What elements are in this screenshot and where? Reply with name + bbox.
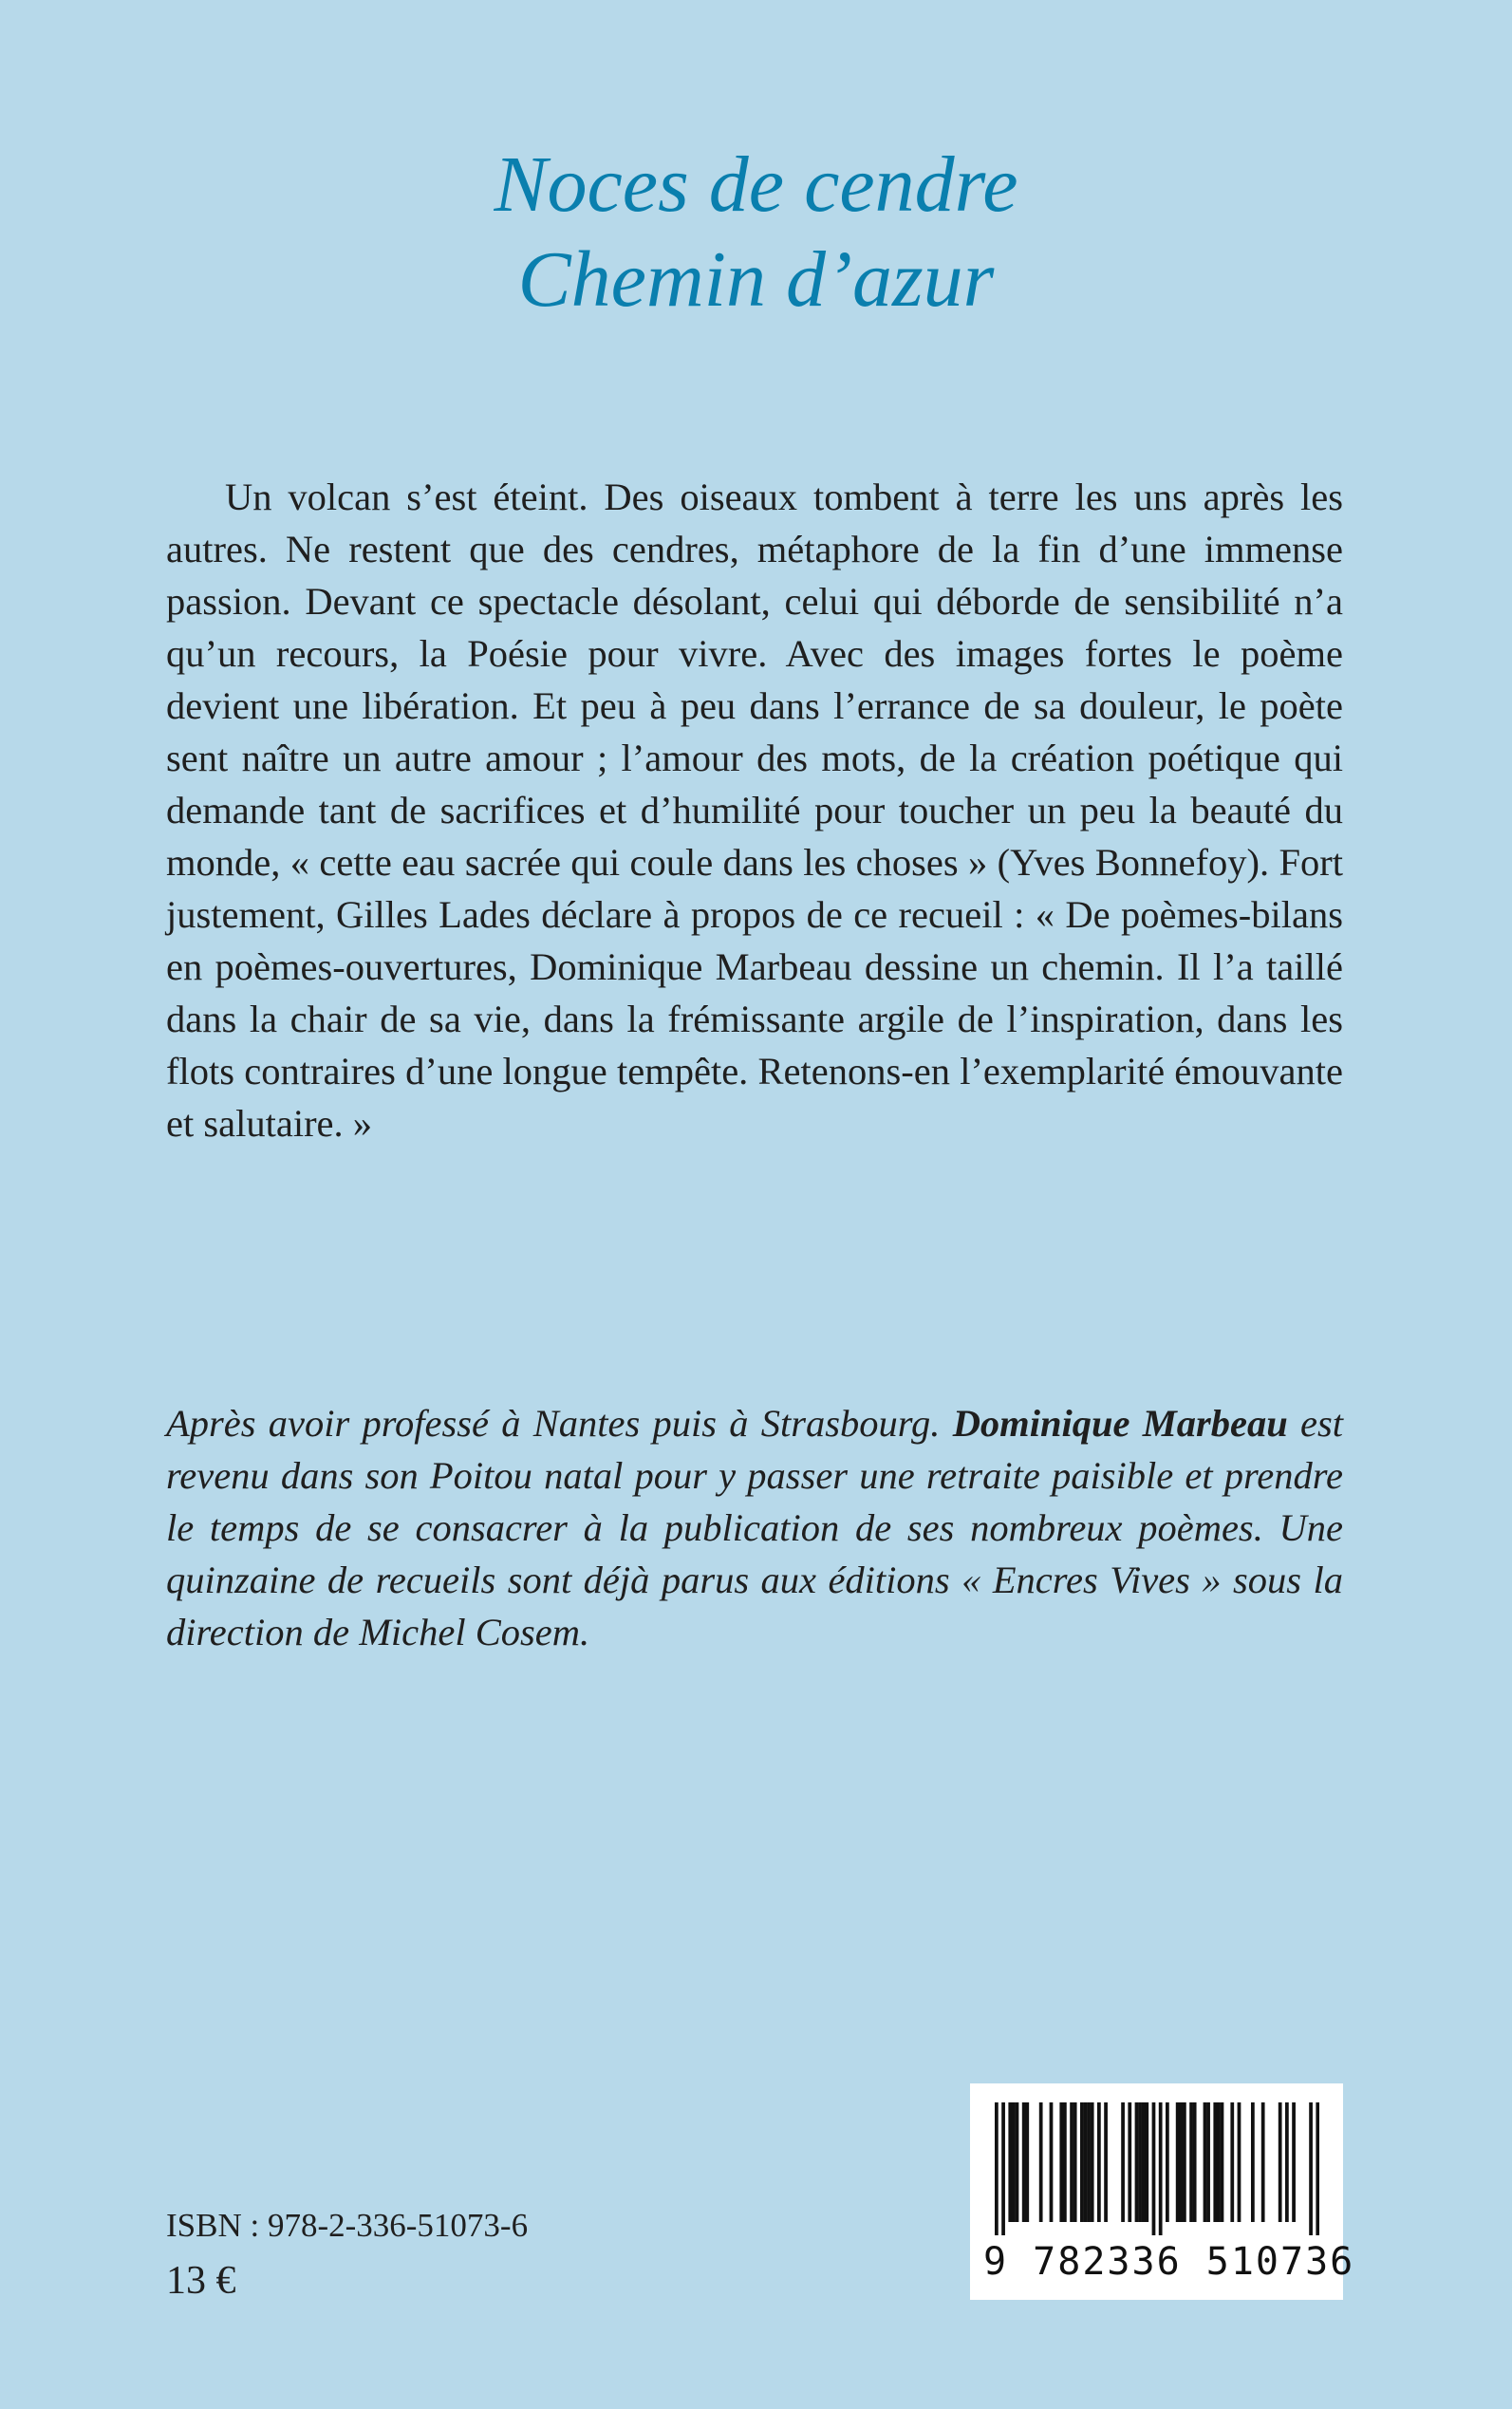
barcode-bar <box>1142 2102 1146 2222</box>
price: 13 € <box>166 2259 236 2303</box>
barcode-bar <box>1261 2102 1265 2222</box>
barcode-bars <box>995 2102 1319 2235</box>
barcode-bar <box>1135 2102 1139 2222</box>
author-bio <box>166 1397 1343 1658</box>
blurb-paragraph: Un volcan s’est éteint. Des oiseaux tombent à terre les uns après les autres. Ne restent que des cendres, métaphore de la fin d’une immense passion. Devant ce spectacle désolant, celui qui déborde de sensibilité n’a qu’un recours, la Poésie pour vivre. Avec des images fortes le poème devient une libération. Et peu à peu dans l’errance de sa douleur, le poète sent naître un autre amour ; l’amour des mots, de la création poétique qui demande tant de sacrifices et d’humilité pour toucher un peu la beauté du monde, « cette eau sacrée qui coule dans les choses » (Yves Bonnefoy). Fort justement, Gilles Lades déclare à propos de ce recueil : « De poèmes-bilans en poèmes-ouvertures, Dominique Marbeau dessine un chemin. Il l’a taillé dans la chair de sa vie, dans la frémissante argile de l’inspiration, dans les flots contraires d’une longue tempête. Retenons-en l’exemplarité émouvante et salutaire. » <box>166 476 1343 1145</box>
barcode-bar <box>1087 2102 1091 2222</box>
bio-intro: Après avoir professé à Nantes puis à Strasbourg. <box>166 1402 941 1445</box>
barcode-bar <box>1104 2102 1108 2222</box>
barcode-bar <box>1039 2102 1043 2222</box>
barcode-bar <box>1183 2102 1186 2222</box>
barcode-bar <box>1145 2102 1148 2222</box>
barcode-bar <box>1230 2102 1234 2222</box>
barcode <box>970 2083 1355 2300</box>
barcode-bar <box>1025 2102 1029 2222</box>
barcode-guard-bar <box>1001 2102 1005 2235</box>
barcode-bar <box>1206 2102 1210 2222</box>
barcode-bar <box>1279 2102 1282 2222</box>
barcode-bar <box>1251 2102 1255 2222</box>
barcode-bar <box>1193 2102 1197 2222</box>
barcode-bar <box>1176 2102 1180 2222</box>
barcode-bar <box>1121 2102 1125 2222</box>
barcode-bar <box>1128 2102 1131 2222</box>
book-title-line-1: Noces de cendre <box>494 140 1018 229</box>
barcode-bar <box>1091 2102 1094 2222</box>
barcode-digits: 9 782336 510736 <box>983 2240 1355 2284</box>
barcode-bar <box>1166 2102 1169 2222</box>
barcode-bar <box>1138 2102 1142 2222</box>
barcode-bar <box>1070 2102 1073 2222</box>
barcode-bar <box>1016 2102 1019 2222</box>
barcode-bar <box>1285 2102 1289 2222</box>
barcode-bar <box>1073 2102 1077 2222</box>
author-name: Dominique Marbeau <box>952 1402 1288 1445</box>
barcode-bar <box>1204 2102 1207 2222</box>
barcode-bar <box>1063 2102 1067 2222</box>
isbn: ISBN : 978-2-336-51073-6 <box>166 2207 529 2244</box>
barcode-bar <box>1097 2102 1101 2222</box>
barcode-guard-bar <box>1316 2102 1319 2235</box>
barcode-bar <box>1012 2102 1016 2222</box>
barcode-guard-bar <box>1309 2102 1313 2235</box>
barcode-bar <box>1189 2102 1193 2222</box>
bio-rest: est revenu dans son Poitou natal pour y passer une retraite paisible et prendre le temps de se consacrer à la publication de ses nombreux poèmes. Une quinzaine de recueils sont déjà parus aux éditions « Encres Vives » sous la direction de Michel Cosem. <box>166 1402 1344 1653</box>
barcode-bar <box>1213 2102 1217 2222</box>
barcode-bar <box>1238 2102 1241 2222</box>
barcode-bar <box>1080 2102 1084 2222</box>
barcode-bar <box>1008 2102 1012 2222</box>
barcode-guard-bar <box>1159 2102 1163 2235</box>
book-title-line-2: Chemin d’azur <box>517 235 995 324</box>
barcode-guard-bar <box>1152 2102 1156 2235</box>
barcode-bar <box>1221 2102 1224 2222</box>
barcode-bar <box>1217 2102 1221 2222</box>
barcode-guard-bar <box>995 2102 999 2235</box>
barcode-bar <box>1179 2102 1183 2222</box>
book-title <box>0 138 1512 327</box>
barcode-bar <box>1022 2102 1026 2222</box>
barcode-bar <box>1059 2102 1063 2222</box>
barcode-bar <box>1050 2102 1054 2222</box>
barcode-bar <box>1084 2102 1088 2222</box>
barcode-bar <box>1292 2102 1296 2222</box>
